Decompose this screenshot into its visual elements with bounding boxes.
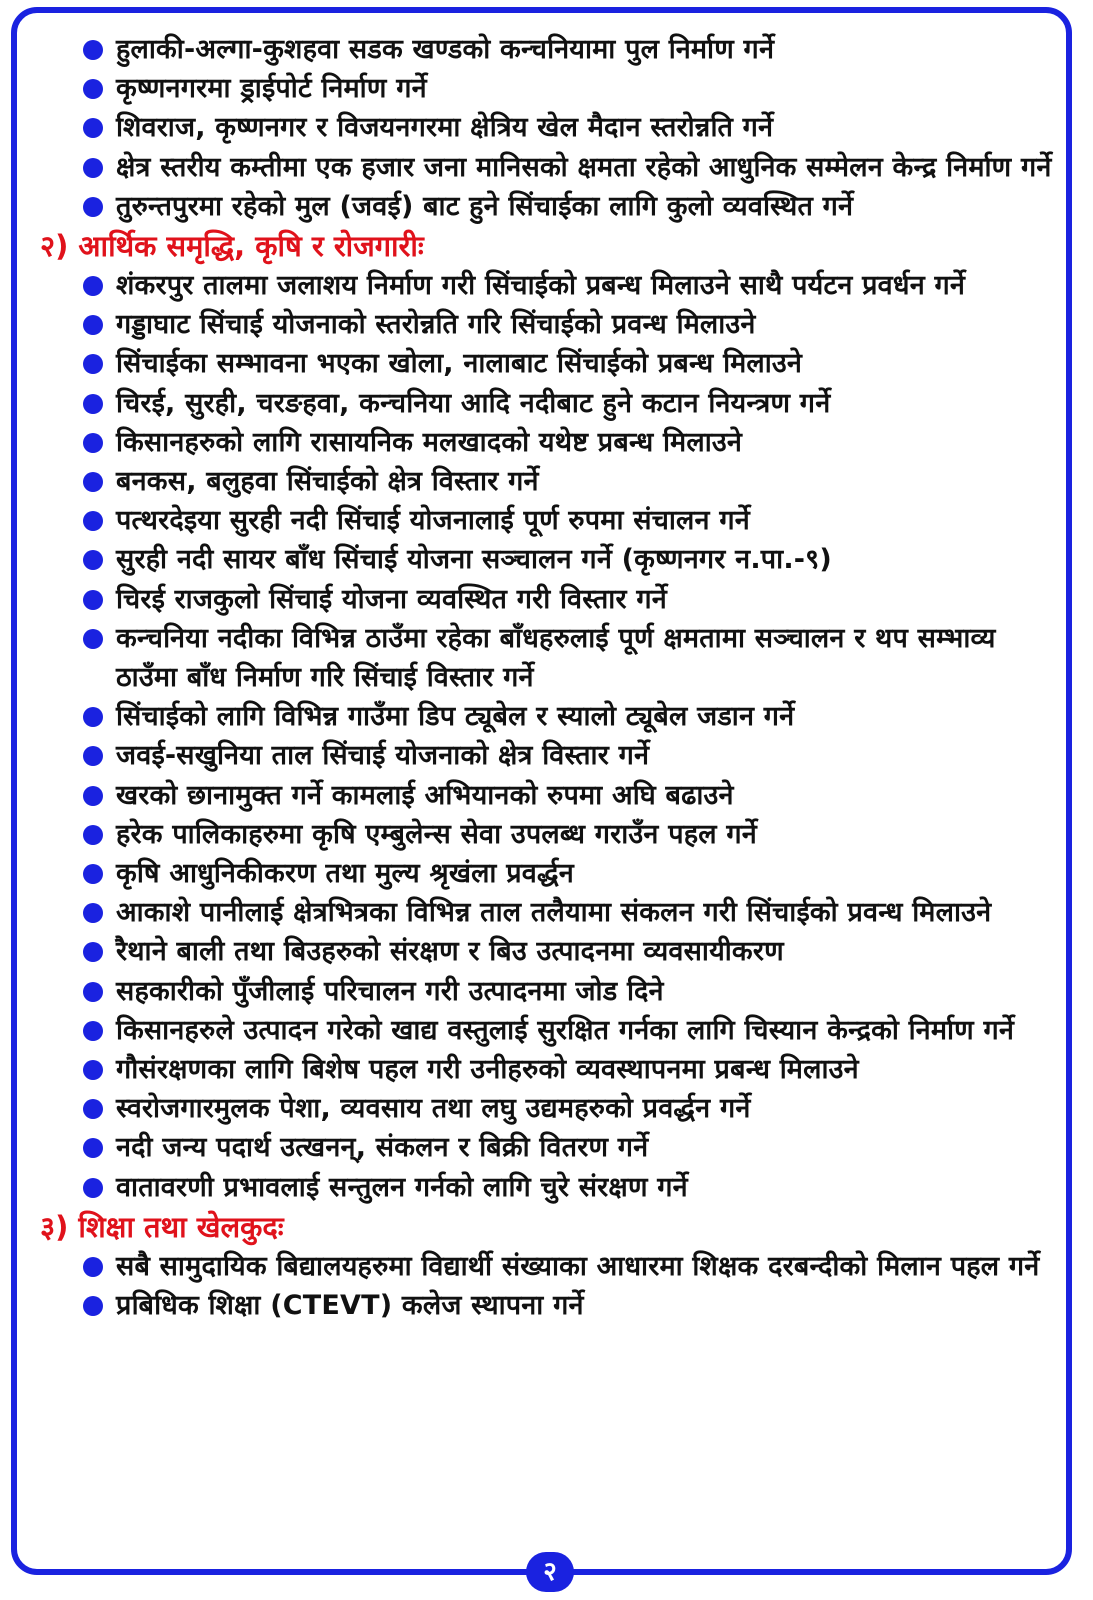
list-item bbox=[50, 1168, 1060, 1207]
list-item bbox=[50, 1128, 1060, 1167]
bullet-icon bbox=[83, 40, 103, 60]
item-text: शंकरपुर तालमा जलाशय निर्माण गरी सिंचाईको प्रबन्ध मिलाउने साथै पर्यटन प्रवर्धन गर्ने bbox=[116, 270, 966, 302]
bullet-icon bbox=[83, 197, 103, 217]
item-text: नदी जन्य पदार्थ उत्खनन्, संकलन र बिक्री वितरण गर्ने bbox=[116, 1132, 649, 1164]
list-item bbox=[50, 462, 1060, 501]
bullet-icon bbox=[83, 276, 103, 296]
manifesto-content bbox=[40, 30, 1060, 1325]
bullet-icon bbox=[83, 315, 103, 335]
section-heading-education: ३) शिक्षा तथा खेलकुदः bbox=[40, 1209, 284, 1244]
list-item bbox=[50, 305, 1060, 344]
bullet-icon bbox=[83, 629, 103, 649]
list-item bbox=[50, 384, 1060, 423]
item-text: सिंचाईका सम्भावना भएका खोला, नालाबाट सिंचाईको प्रबन्ध मिलाउने bbox=[116, 348, 803, 380]
page-number: २ bbox=[526, 1552, 574, 1592]
list-item bbox=[50, 1247, 1060, 1286]
item-text: चिरई राजकुलो सिंचाई योजना व्यवस्थित गरी विस्तार गर्ने bbox=[116, 583, 667, 615]
item-text: सुरही नदी सायर बाँध सिंचाई योजना सञ्चालन गर्ने (कृष्णनगर न.पा.-९) bbox=[116, 544, 832, 576]
item-text: खरको छानामुक्त गर्ने कामलाई अभियानको रुपमा अघि बढाउने bbox=[116, 779, 734, 811]
bullet-icon bbox=[83, 590, 103, 610]
list-item bbox=[50, 1286, 1060, 1325]
item-text: हुलाकी-अल्गा-कुशहवा सडक खण्डको कन्चनियामा पुल निर्माण गर्ने bbox=[116, 34, 775, 65]
bullet-icon bbox=[83, 942, 103, 962]
bullet-icon bbox=[83, 1138, 103, 1158]
bullet-icon bbox=[83, 394, 103, 414]
list-item bbox=[50, 697, 1060, 736]
bullet-icon bbox=[83, 825, 103, 845]
item-text: क्षेत्र स्तरीय कम्तीमा एक हजार जना मानिसको क्षमता रहेको आधुनिक सम्मेलन केन्द्र निर्माण गर्ने bbox=[116, 151, 1052, 183]
list-item bbox=[50, 30, 1060, 69]
bullet-icon bbox=[83, 511, 103, 531]
list-item bbox=[50, 893, 1060, 932]
bullet-icon bbox=[83, 79, 103, 99]
item-text: गड्डाघाट सिंचाई योजनाको स्तरोन्नति गरि सिंचाईको प्रवन्ध मिलाउने bbox=[116, 309, 756, 341]
list-item bbox=[50, 423, 1060, 462]
list-item bbox=[50, 776, 1060, 815]
list-item bbox=[50, 501, 1060, 540]
bullet-icon bbox=[83, 903, 103, 923]
list-item bbox=[50, 932, 1060, 971]
item-text: किसानहरुको लागि रासायनिक मलखादको यथेष्ट प्रबन्ध मिलाउने bbox=[116, 426, 743, 458]
item-text: शिवराज, कृष्णनगर र विजयनगरमा क्षेत्रिय खेल मैदान स्तरोन्नति गर्ने bbox=[116, 112, 774, 144]
list-item bbox=[50, 815, 1060, 854]
bullet-icon bbox=[83, 1296, 103, 1316]
bullet-icon bbox=[83, 118, 103, 138]
list-item bbox=[50, 619, 1060, 697]
item-text: सिंचाईको लागि विभिन्न गाउँमा डिप ट्यूबेल र स्यालो ट्यूबेल जडान गर्ने bbox=[116, 701, 795, 733]
list-item bbox=[50, 854, 1060, 893]
item-text: कन्चनिया नदीका विभिन्न ठाउँमा रहेका बाँधहरुलाई पूर्ण क्षमतामा सञ्चालन र थप सम्भाव्य ठाउँमा बाँध निर्माण गरि सिंचाई विस्तार गर्ने bbox=[116, 622, 996, 694]
list-item bbox=[50, 972, 1060, 1011]
item-text: कृष्णनगरमा ड्राईपोर्ट निर्माण गर्ने bbox=[116, 73, 427, 105]
list-item bbox=[50, 69, 1060, 108]
item-text: आकाशे पानीलाई क्षेत्रभित्रका विभिन्न ताल तलैयामा संकलन गरी सिंचाईको प्रवन्ध मिलाउने bbox=[116, 897, 992, 929]
item-text: चिरई, सुरही, चरङहवा, कन्चनिया आदि नदीबाट हुने कटान नियन्त्रण गर्ने bbox=[116, 387, 831, 419]
item-text: जवई-सखुनिया ताल सिंचाई योजनाको क्षेत्र विस्तार गर्ने bbox=[116, 740, 650, 772]
list-item bbox=[50, 1089, 1060, 1128]
bullet-icon bbox=[83, 550, 103, 570]
list-item bbox=[50, 1011, 1060, 1050]
bullet-icon bbox=[83, 982, 103, 1002]
bullet-icon bbox=[83, 472, 103, 492]
item-text: वातावरणी प्रभावलाई सन्तुलन गर्नको लागि चुरे संरक्षण गर्ने bbox=[116, 1171, 688, 1203]
item-text: सहकारीको पुँजीलाई परिचालन गरी उत्पादनमा जोड दिने bbox=[116, 975, 664, 1007]
bullet-icon bbox=[83, 1021, 103, 1041]
bullet-icon bbox=[83, 1257, 103, 1277]
bullet-icon bbox=[83, 433, 103, 453]
item-text: पत्थरदेइया सुरही नदी सिंचाई योजनालाई पूर्ण रुपमा संचालन गर्ने bbox=[116, 505, 750, 537]
item-text: गौसंरक्षणका लागि बिशेष पहल गरी उनीहरुको व्यवस्थापनमा प्रबन्ध मिलाउने bbox=[116, 1054, 859, 1086]
bullet-icon bbox=[83, 1178, 103, 1198]
list-item bbox=[50, 344, 1060, 383]
list-item bbox=[50, 148, 1060, 187]
list-item bbox=[50, 1050, 1060, 1089]
bullet-icon bbox=[83, 786, 103, 806]
list-item bbox=[50, 266, 1060, 305]
bullet-icon bbox=[83, 746, 103, 766]
item-text: कृषि आधुनिकीकरण तथा मुल्य श्रृखंला प्रवर्द्धन bbox=[116, 858, 574, 890]
list-item bbox=[50, 187, 1060, 226]
bullet-icon bbox=[83, 707, 103, 727]
bullet-icon bbox=[83, 1099, 103, 1119]
item-text: सबै सामुदायिक बिद्यालयहरुमा विद्यार्थी संख्याका आधारमा शिक्षक दरबन्दीको मिलान पहल गर्ने bbox=[116, 1250, 1040, 1282]
bullet-icon bbox=[83, 1060, 103, 1080]
section-heading-economy: २) आर्थिक समृद्धि, कृषि र रोजगारीः bbox=[40, 229, 424, 264]
item-text: प्रबिधिक शिक्षा (CTEVT) कलेज स्थापना गर्ने bbox=[116, 1290, 584, 1322]
item-text: तुरुन्तपुरमा रहेको मुल (जवई) बाट हुने सिंचाईका लागि कुलो व्यवस्थित गर्ने bbox=[116, 190, 854, 222]
list-item bbox=[50, 540, 1060, 579]
item-text: किसानहरुले उत्पादन गरेको खाद्य वस्तुलाई सुरक्षित गर्नका लागि चिस्यान केन्द्रको निर्माण गर्ने bbox=[116, 1014, 1015, 1046]
item-text: हरेक पालिकाहरुमा कृषि एम्बुलेन्स सेवा उपलब्ध गराउँन पहल गर्ने bbox=[116, 818, 757, 850]
item-text: बनकस, बलुहवा सिंचाईको क्षेत्र विस्तार गर्ने bbox=[116, 466, 539, 498]
list-item bbox=[50, 108, 1060, 147]
bullet-icon bbox=[83, 354, 103, 374]
bullet-icon bbox=[83, 158, 103, 178]
list-item bbox=[50, 580, 1060, 619]
item-text: स्वरोजगारमुलक पेशा, व्यवसाय तथा लघु उद्यमहरुको प्रवर्द्धन गर्ने bbox=[116, 1093, 751, 1125]
list-item bbox=[50, 736, 1060, 775]
bullet-icon bbox=[83, 864, 103, 884]
item-text: रैथाने बाली तथा बिउहरुको संरक्षण र बिउ उत्पादनमा व्यवसायीकरण bbox=[116, 936, 784, 968]
